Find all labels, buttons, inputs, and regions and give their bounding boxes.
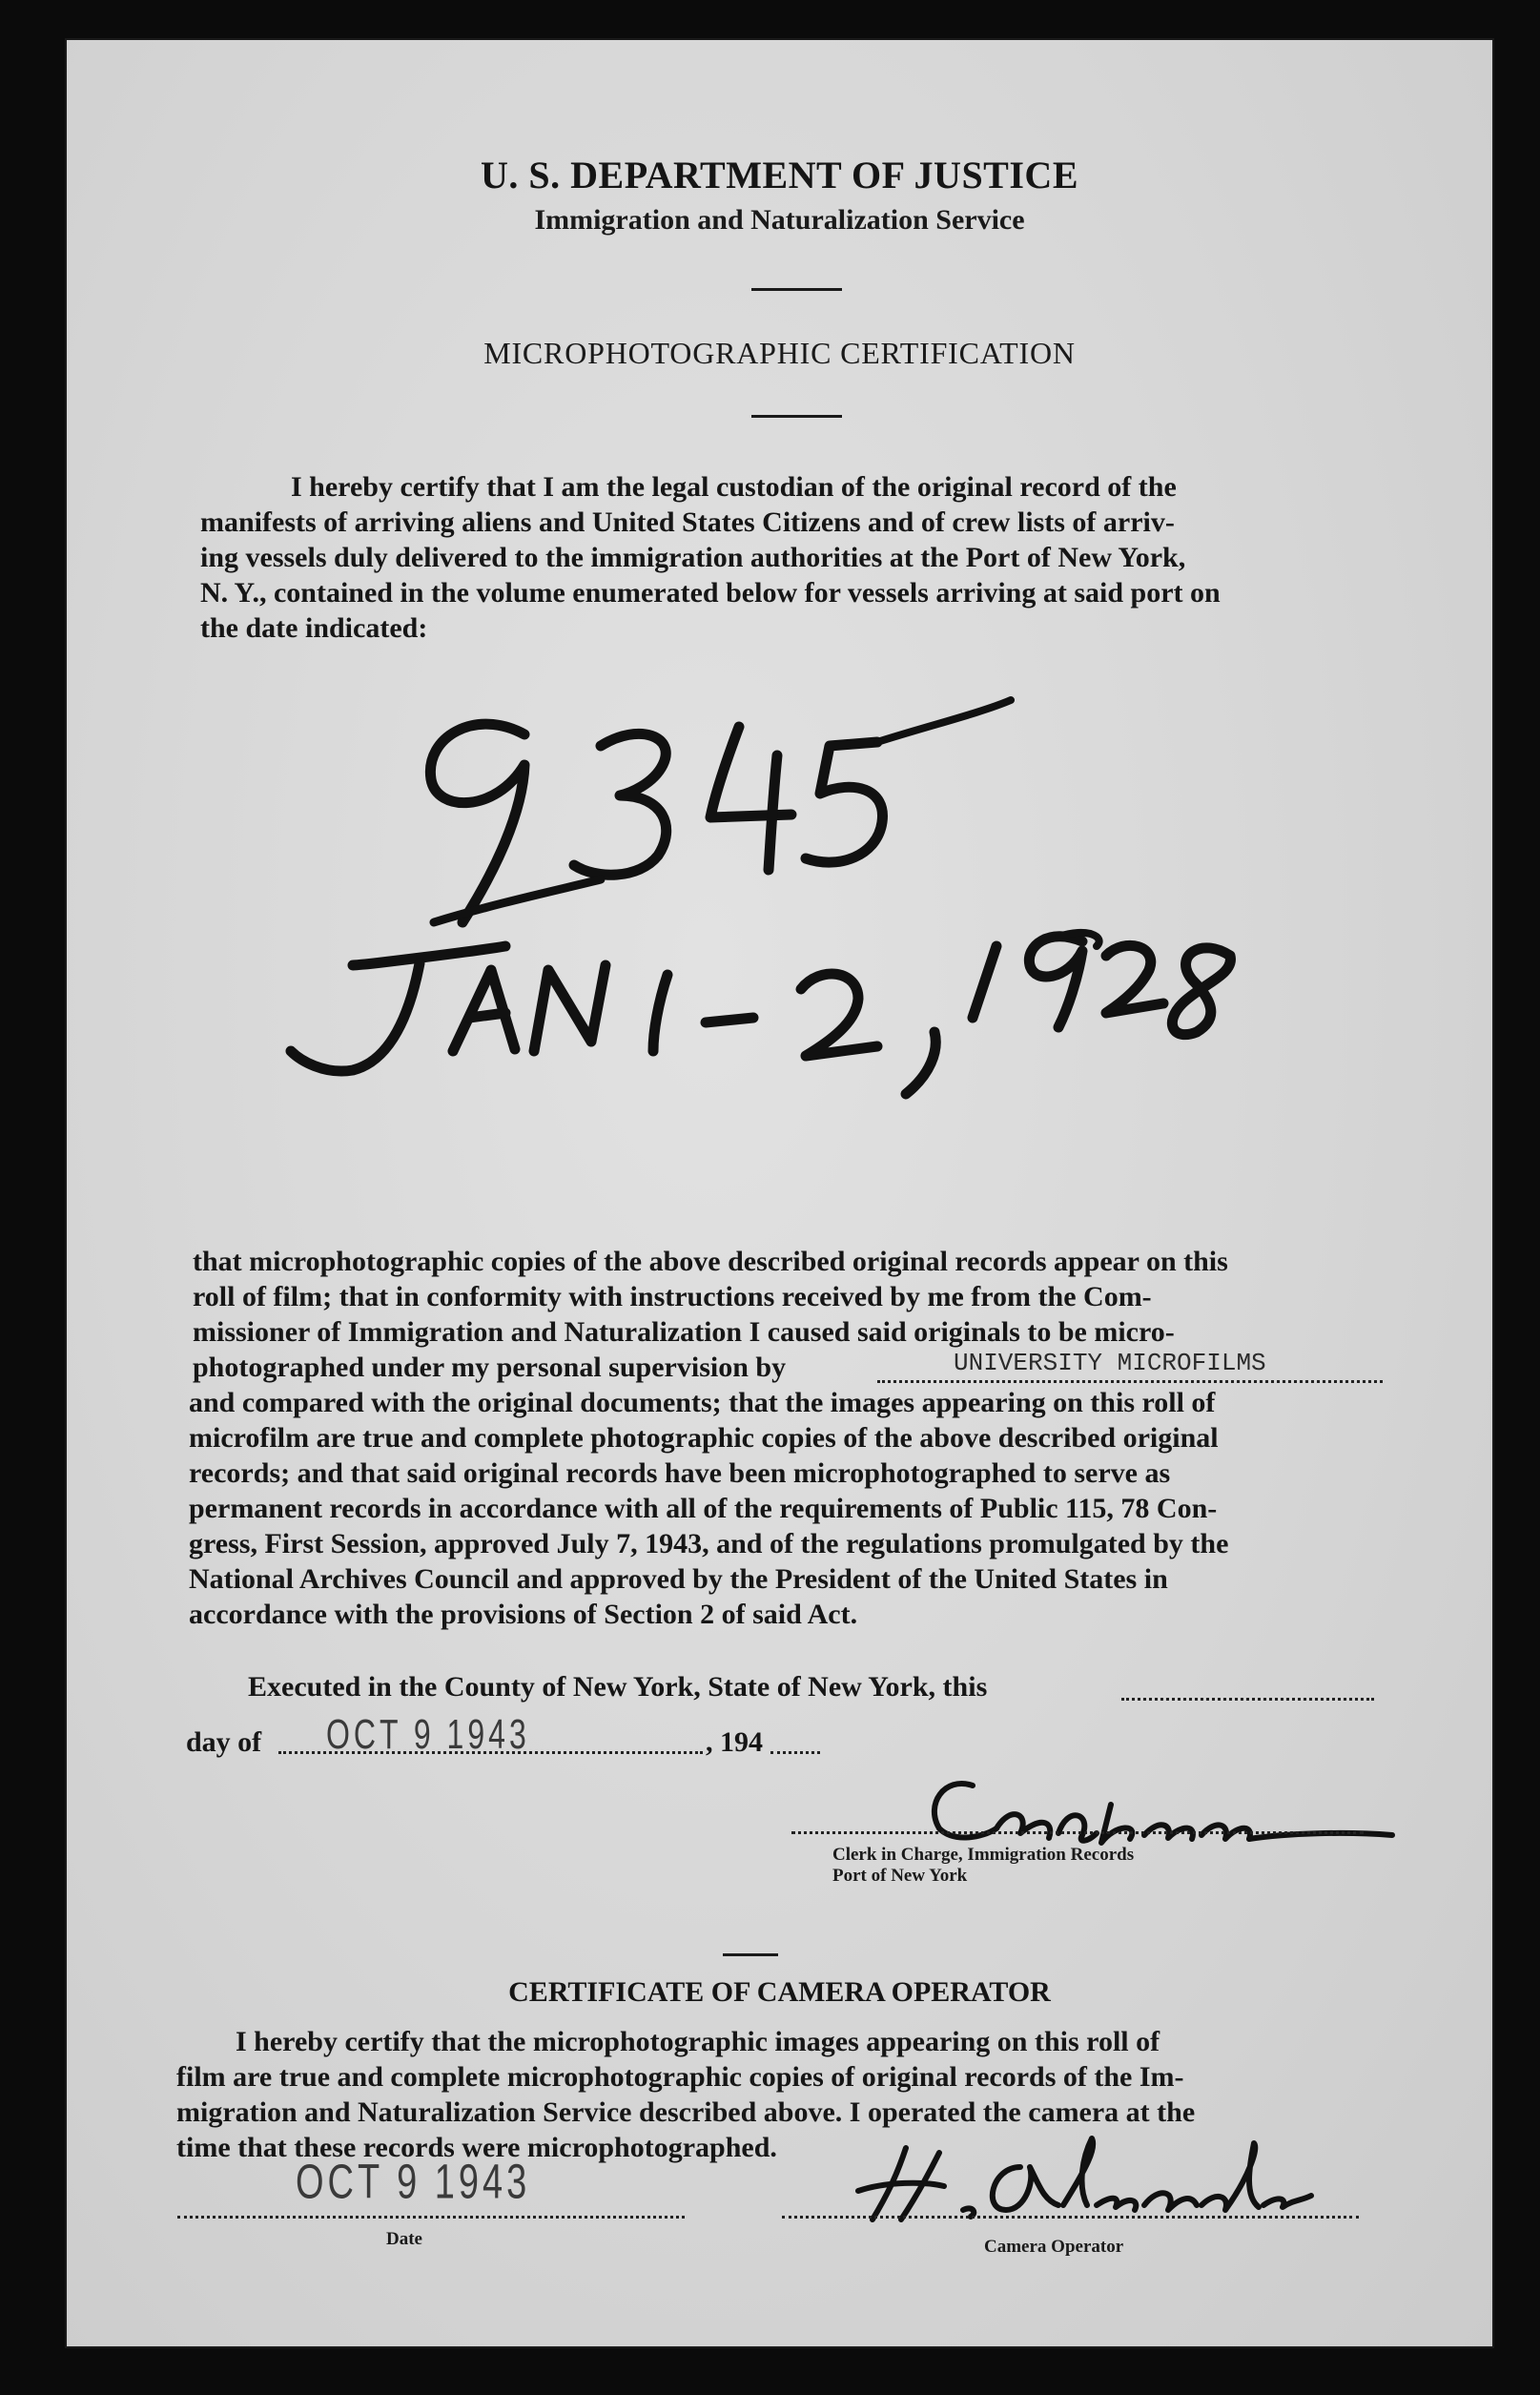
camera-line: migration and Naturalization Service described above. I operated the camera at the: [176, 2096, 1196, 2128]
handwritten-8-year: [1172, 948, 1230, 1035]
divider: [751, 415, 842, 418]
handwritten-dash: [706, 1018, 753, 1022]
intro-line: ing vessels duly delivered to the immigration authorities at the Port of New York,: [200, 542, 1186, 573]
body-line: records; and that said original records have been microphotographed to serve as: [189, 1457, 1171, 1489]
camera-line: time that these records were microphotographed.: [176, 2132, 777, 2163]
body-line: National Archives Council and approved by the President of the United States in: [189, 1563, 1168, 1595]
intro-line: the date indicated:: [200, 612, 428, 644]
intro-line: manifests of arriving aliens and United States Citizens and of crew lists of arriv-: [200, 506, 1175, 538]
handwritten-2-year: [1106, 945, 1163, 1013]
handwritten-digit-3: [574, 733, 667, 875]
body-line: that microphotographic copies of the above described original records appear on this: [193, 1246, 1228, 1277]
handwritten-digit-9: [430, 724, 524, 922]
body-line: missioner of Immigration and Naturalization I caused said originals to be micro-: [193, 1316, 1175, 1348]
day-of-date-stamp: OCT 9 1943: [326, 1711, 530, 1758]
handwritten-1-year: [973, 946, 996, 1018]
body-paragraph-continued: [189, 1385, 1381, 1632]
body-line: roll of film; that in conformity with instructions received by me from the Com-: [193, 1281, 1152, 1312]
intro-line: I hereby certify that I am the legal custodian of the original record of the: [291, 471, 1177, 503]
department-title: U. S. DEPARTMENT OF JUSTICE: [481, 154, 1078, 196]
handwritten-9-year: [1029, 937, 1082, 1027]
intro-paragraph: [200, 469, 1383, 646]
camera-line: I hereby certify that the microphotographic images appearing on this roll of: [236, 2026, 1160, 2057]
service-subtitle: Immigration and Naturalization Service: [534, 204, 1025, 236]
camera-operator-label: Camera Operator: [984, 2237, 1124, 2257]
divider: [723, 1953, 778, 1956]
photographed-by-label: photographed under my personal supervision by: [193, 1352, 787, 1383]
body-line: gress, First Session, approved July 7, 1943, and of the regulations promulgated by the: [189, 1528, 1229, 1559]
handwritten-J: [353, 946, 505, 965]
date-dotted-line: [177, 2216, 685, 2219]
handwritten-underline: [434, 879, 601, 922]
body-line: microfilm are true and complete photographic copies of the above described original: [189, 1422, 1219, 1454]
photographed-by-dotted-line: [877, 1380, 1383, 1383]
clerk-title-line: Port of New York: [832, 1866, 968, 1886]
certificate-sheet: [67, 40, 1492, 2346]
handwritten-digit-5: [806, 742, 882, 862]
body-line: accordance with the provisions of Section 2 of said Act.: [189, 1599, 858, 1630]
camera-line: film are true and complete microphotographic copies of original records of the Im-: [176, 2061, 1184, 2093]
handwritten-comma: [906, 1032, 935, 1094]
year-dotted-line: [770, 1751, 820, 1754]
handwritten-N: [534, 965, 606, 1051]
day-of-label: day of: [186, 1726, 262, 1758]
handwritten-2: [801, 974, 877, 1056]
body-line: and compared with the original documents; that the images appearing on this roll of: [189, 1387, 1216, 1418]
executed-dotted-line: [1121, 1698, 1374, 1701]
divider: [751, 288, 842, 291]
operator-dotted-line: [782, 2216, 1359, 2219]
photographed-by-value: UNIVERSITY MICROFILMS: [954, 1349, 1266, 1377]
date-label: Date: [386, 2229, 422, 2249]
clerk-signature-dotted-line: [791, 1831, 1364, 1834]
camera-certificate-title: CERTIFICATE OF CAMERA OPERATOR: [508, 1976, 1051, 2008]
camera-date-stamp: OCT 9 1943: [296, 2156, 531, 2210]
body-line: permanent records in accordance with all of the requirements of Public 115, 78 Con-: [189, 1493, 1218, 1524]
year-prefix: , 194: [706, 1726, 763, 1758]
clerk-title-line: Clerk in Charge, Immigration Records: [832, 1845, 1135, 1865]
handwritten-volume-and-dates: [219, 650, 1478, 1146]
handwritten-1: [653, 975, 667, 1051]
intro-line: N. Y., contained in the volume enumerated below for vessels arriving at said port on: [200, 577, 1221, 609]
clerk-title: [832, 1845, 1134, 1887]
executed-text: Executed in the County of New York, State of New York, this: [248, 1671, 988, 1703]
certification-title: MICROPHOTOGRAPHIC CERTIFICATION: [483, 336, 1076, 370]
body-paragraph: [193, 1244, 1383, 1350]
